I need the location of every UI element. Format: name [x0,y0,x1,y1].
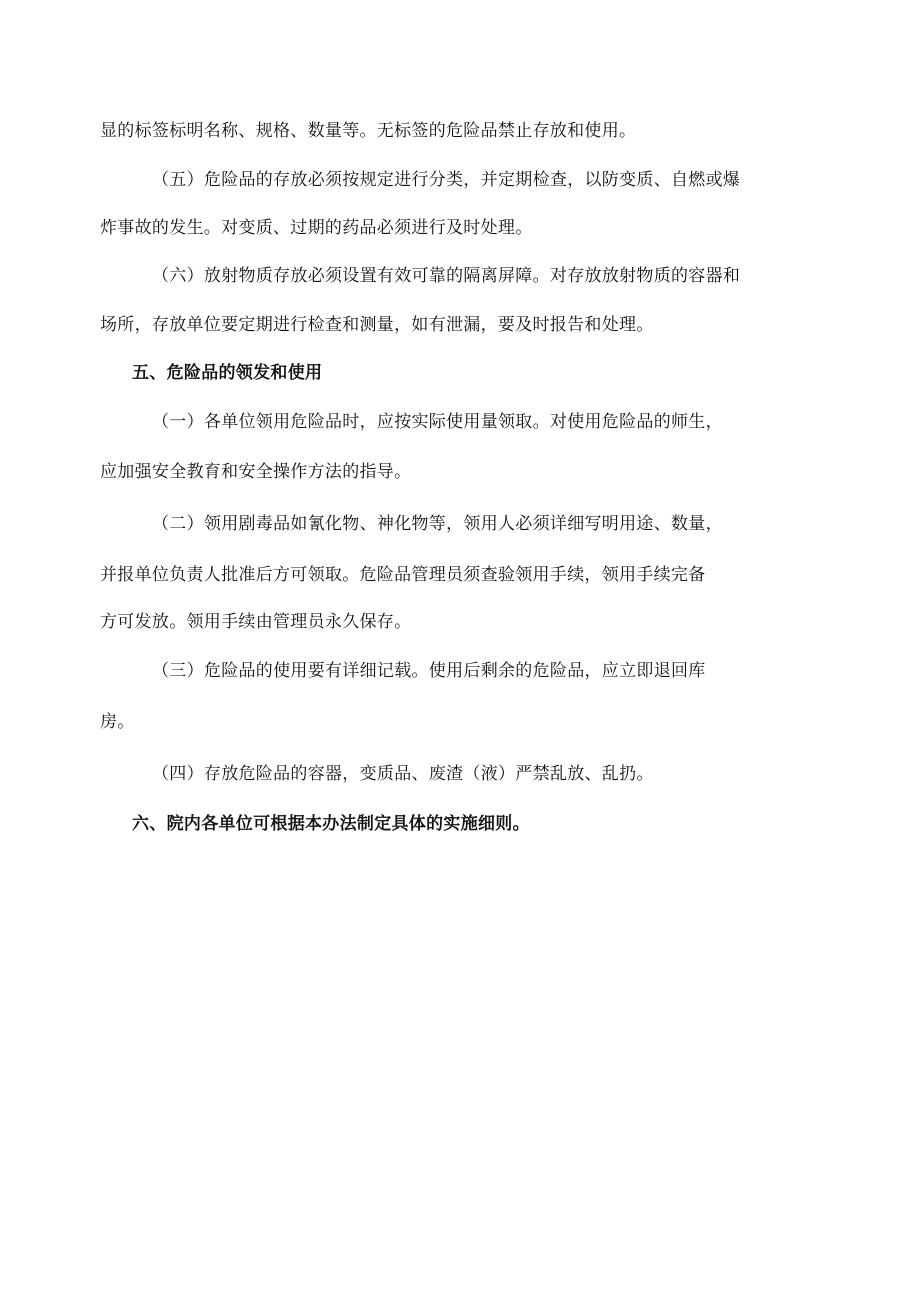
section-5-heading: 五、危险品的领发和使用 [132,363,323,383]
section-5-item-2-line-2: 并报单位负责人批准后方可领取。危险品管理员须查验领用手续，领用手续完备 [100,565,706,585]
section-6-heading: 六、院内各单位可根据本办法制定具体的实施细则。 [132,814,530,834]
section-5-item-3-line-2: 房。 [100,712,135,732]
paragraph-line: 显的标签标明名称、规格、数量等。无标签的危险品禁止存放和使用。 [100,121,637,141]
section-5-item-3-line-1: （三）危险品的使用要有详细记载。使用后剩余的危险品，应立即退回库 [152,661,706,681]
item-5-line-1: （五）危险品的存放必须按规定进行分类，并定期检查，以防变质、自燃或爆 [152,170,741,190]
section-5-item-1-line-1: （一）各单位领用危险品时，应按实际使用量领取。对使用危险品的师生， [152,412,723,432]
section-5-item-1-line-2: 应加强安全教育和安全操作方法的指导。 [100,462,412,482]
section-5-item-2-line-3: 方可发放。领用手续由管理员永久保存。 [100,612,412,632]
item-6-line-1: （六）放射物质存放必须设置有效可靠的隔离屏障。对存放放射物质的容器和 [152,266,741,286]
section-5-item-4-line-1: （四）存放危险品的容器，变质品、废渣（液）严禁乱放、乱扔。 [152,764,654,784]
item-5-line-2: 炸事故的发生。对变质、过期的药品必须进行及时处理。 [100,218,533,238]
item-6-line-2: 场所，存放单位要定期进行检查和测量，如有泄漏，要及时报告和处理。 [100,315,654,335]
section-5-item-2-line-1: （二）领用剧毒品如氰化物、神化物等，领用人必须详细写明用途、数量， [152,514,723,534]
